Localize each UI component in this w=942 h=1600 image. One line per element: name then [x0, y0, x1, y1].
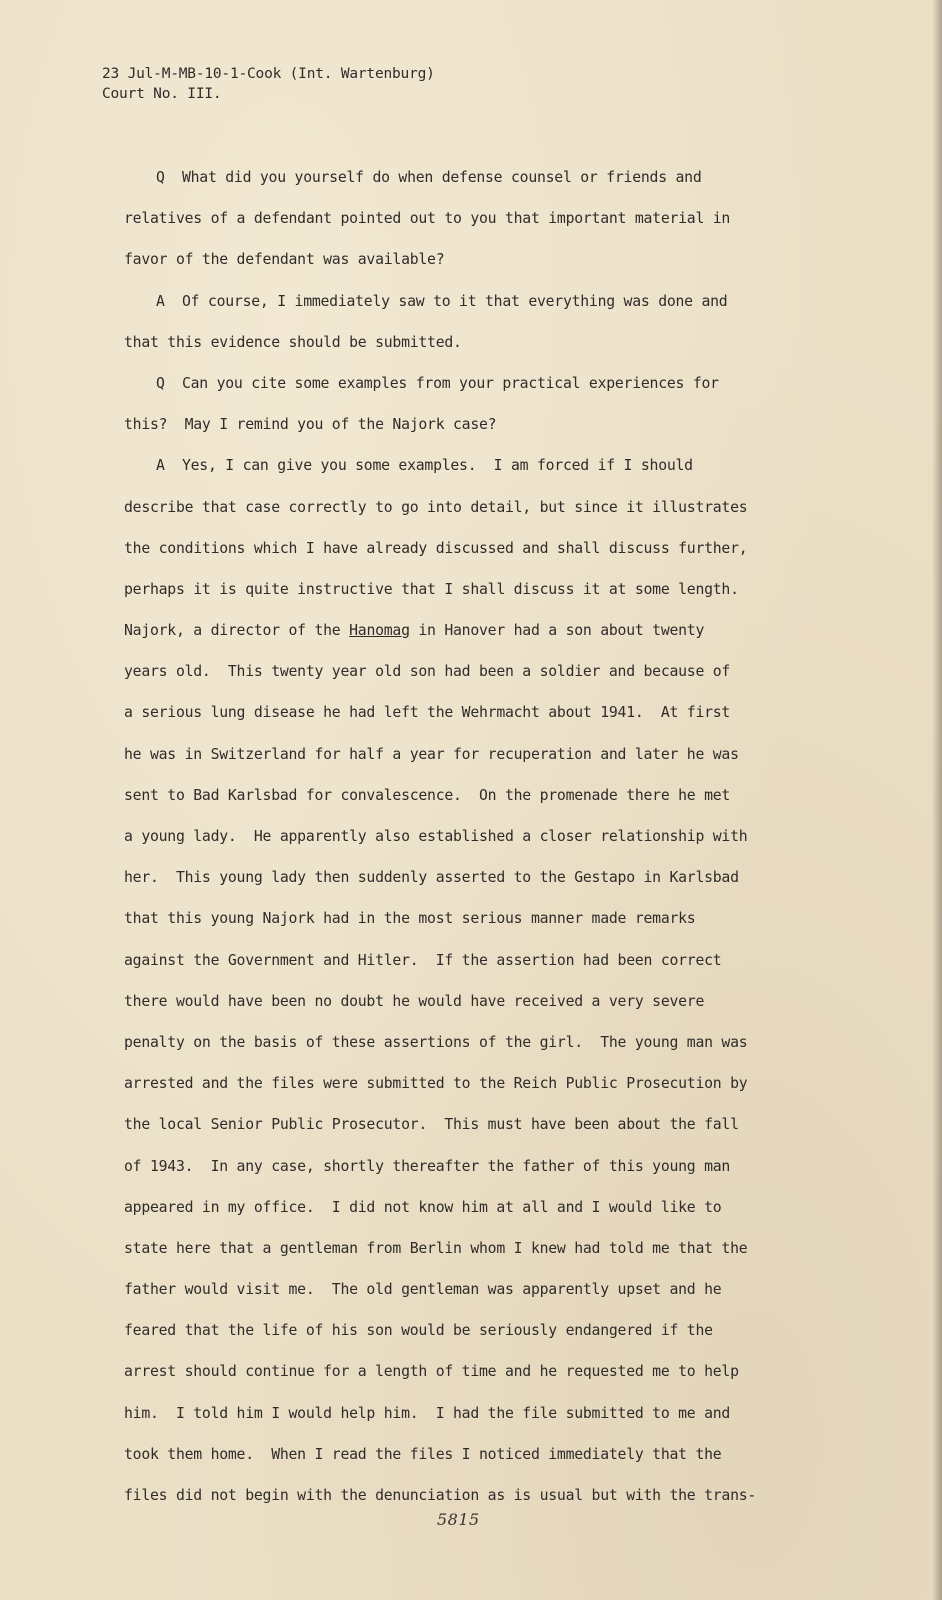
answer-line-start: Najork, a director of the [124, 622, 350, 640]
question-line: Q What did you yourself do when defense counsel or friends and [156, 169, 702, 186]
answer-line: arrested and the files were submitted to the Reich Public Prosecution by [124, 1075, 748, 1093]
answer-line: against the Government and Hitler. If the assertion had been correct [124, 951, 722, 969]
page-edge-shadow [932, 0, 942, 1600]
question-line: favor of the defendant was available? [124, 251, 445, 269]
answer-line: appeared in my office. I did not know him at all and I would like to [124, 1198, 722, 1216]
answer-line: perhaps it is quite instructive that I shall discuss it at some length. [124, 580, 739, 598]
answer-line: arrest should continue for a length of time and he requested me to help [124, 1363, 739, 1381]
document-header [102, 64, 435, 104]
answer-line: he was in Switzerland for half a year for recuperation and later he was [124, 745, 739, 763]
answer-line: state here that a gentleman from Berlin whom I knew had told me that the [124, 1239, 748, 1257]
page-number: 5815 [437, 1510, 480, 1529]
answer-line: there would have been no doubt he would have received a very severe [124, 992, 705, 1010]
question-line: Q Can you cite some examples from your practical experiences for [156, 374, 719, 392]
header-reference-line: 23 Jul-M-MB-10-1-Cook (Int. Wartenburg) [102, 66, 435, 82]
question-line: relatives of a defendant pointed out to you that important material in [124, 210, 731, 228]
answer-line: that this evidence should be submitted. [124, 333, 462, 351]
answer-line: took them home. When I read the files I noticed immediately that the [124, 1445, 722, 1463]
answer-line: years old. This twenty year old son had been a soldier and because of [124, 663, 731, 681]
question-line: this? May I remind you of the Najork case? [124, 416, 497, 434]
answer-line-end: in Hanover had a son about twenty [409, 622, 705, 640]
answer-line: the conditions which I have already discussed and shall discuss further, [124, 539, 748, 557]
answer-line: a serious lung disease he had left the Wehrmacht about 1941. At first [124, 704, 731, 722]
answer-line: A Yes, I can give you some examples. I am forced if I should [156, 457, 693, 475]
answer-line: of 1943. In any case, shortly thereafter the father of this young man [124, 1157, 731, 1175]
answer-line: files did not begin with the denunciation as is usual but with the trans- [124, 1487, 757, 1504]
answer-line: father would visit me. The old gentleman was apparently upset and he [124, 1281, 722, 1299]
answer-line: the local Senior Public Prosecutor. This must have been about the fall [124, 1116, 739, 1134]
answer-line: him. I told him I would help him. I had the file submitted to me and [124, 1404, 731, 1422]
transcript-body [124, 166, 844, 1525]
answer-line-najork [124, 619, 844, 660]
answer-line: that this young Najork had in the most serious manner made remarks [124, 910, 696, 928]
answer-line: a young lady. He apparently also established a closer relationship with [124, 828, 748, 845]
answer-line: her. This young lady then suddenly asserted to the Gestapo in Karlsbad [124, 869, 739, 887]
answer-line: feared that the life of his son would be seriously endangered if the [124, 1322, 713, 1340]
answer-line: sent to Bad Karlsbad for convalescence. On the promenade there he met [124, 786, 731, 804]
underlined-company-name: Hanomag [349, 622, 410, 640]
answer-line: A Of course, I immediately saw to it that everything was done and [156, 292, 728, 310]
header-court-line: Court No. III. [102, 86, 222, 102]
answer-line: penalty on the basis of these assertions of the girl. The young man was [124, 1033, 748, 1051]
answer-line: describe that case correctly to go into detail, but since it illustrates [124, 498, 748, 516]
